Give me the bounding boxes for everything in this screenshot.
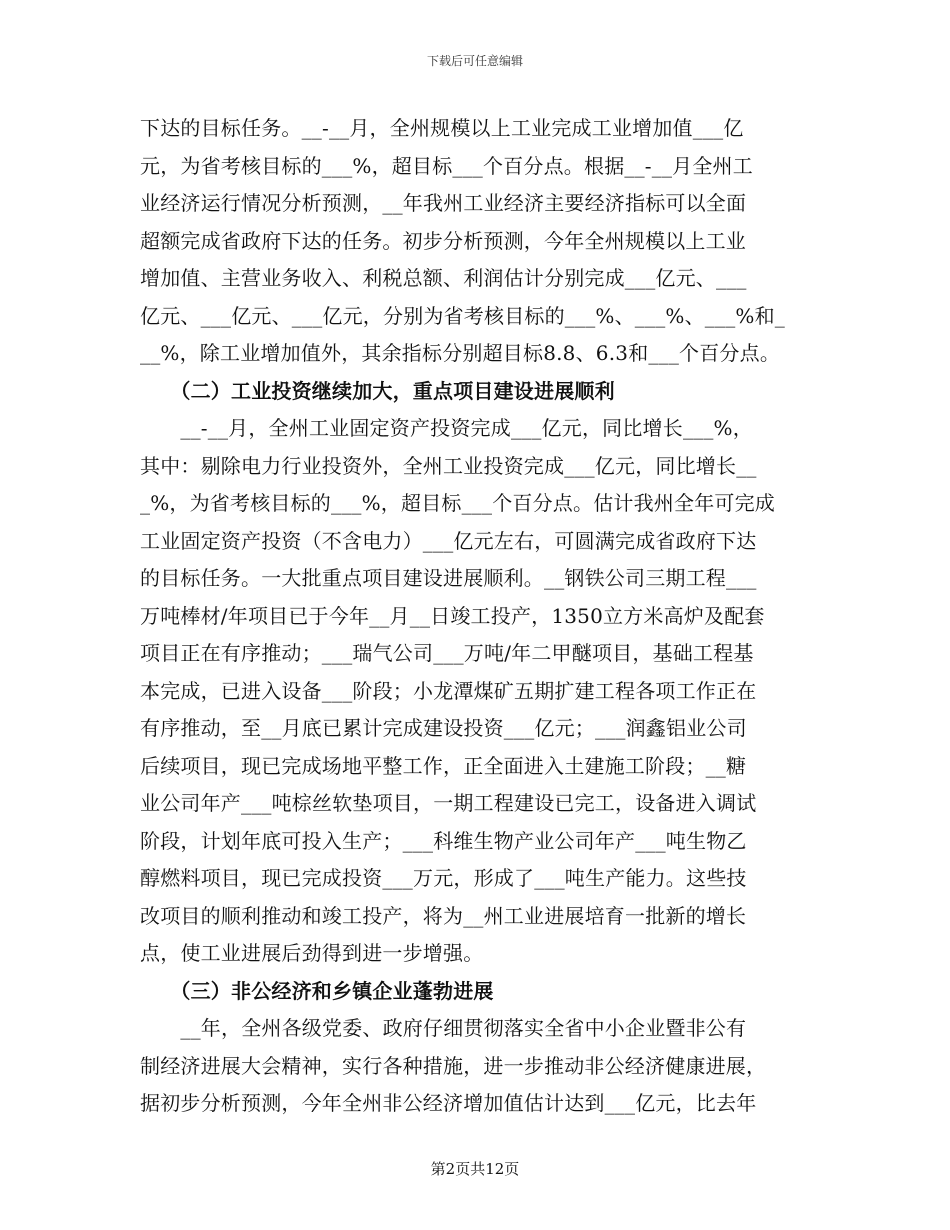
body-text-line: 据初步分析预测，今年全州非公经济增加值估计达到___亿元，比去年 bbox=[140, 1091, 757, 1115]
body-text-line: __-__月，全州工业固定资产投资完成___亿元，同比增长___%， bbox=[140, 416, 753, 440]
body-text-line: __%，除工业增加值外，其余指标分别超目标8.8、6.3和___个百分点。 bbox=[140, 341, 781, 365]
body-text-line: 业经济运行情况分析预测，__年我州工业经济主要经济指标可以全面 bbox=[140, 191, 747, 215]
body-text-line: 下达的目标任务。__-__月，全州规模以上工业完成工业增加值___亿 bbox=[140, 116, 744, 140]
body-text-line: 醇燃料项目，现已完成投资___万元，形成了___吨生产能力。这些技 bbox=[140, 866, 747, 890]
body-text-line: 业公司年产___吨棕丝软垫项目，一期工程建设已完工，设备进入调试 bbox=[140, 791, 757, 815]
document-body bbox=[140, 110, 814, 1123]
body-text-line: 项目正在有序推动；___瑞气公司___万吨/年二甲醚项目，基础工程基 bbox=[140, 641, 754, 665]
body-text-line: 点，使工业进展后劲得到进一步增强。 bbox=[140, 941, 484, 965]
body-text-line: 本完成，已进入设备___阶段；小龙潭煤矿五期扩建工程各项工作正在 bbox=[140, 678, 757, 703]
body-text-line: 有序推动，至__月底已累计完成建设投资___亿元；___润鑫铝业公司 bbox=[140, 716, 747, 740]
body-text-line: 万吨棒材/年项目已于今年__月__日竣工投产，1350立方米高炉及配套 bbox=[140, 603, 765, 628]
body-text-line: 增加值、主营业务收入、利税总额、利润估计分别完成___亿元、___ bbox=[140, 266, 747, 290]
body-text-line: _%，为省考核目标的___%，超目标___个百分点。估计我州全年可完成 bbox=[140, 491, 776, 515]
body-text-line: 亿元、___亿元、___亿元，分别为省考核目标的___%、___%、___%和_ bbox=[140, 303, 786, 328]
page-footer: 第2页共12页 bbox=[430, 1160, 520, 1178]
body-text-line: 后续项目，现已完成场地平整工作，正全面进入土建施工阶段；__糖 bbox=[140, 753, 747, 778]
body-text-line: 阶段，计划年底可投入生产；___科维生物产业公司年产___吨生物乙 bbox=[140, 828, 747, 853]
body-text-line: 的目标任务。一大批重点项目建设进展顺利。__钢铁公司三期工程___ bbox=[140, 566, 757, 590]
page-header: 下载后可任意编辑 bbox=[426, 54, 523, 68]
body-text-line: 超额完成省政府下达的任务。初步分析预测，今年全州规模以上工业 bbox=[140, 228, 746, 253]
body-text-line: 改项目的顺利推动和竣工投产，将为__州工业进展培育一批新的增长 bbox=[140, 903, 747, 928]
body-text-line: __年，全州各级党委、政府仔细贯彻落实全省中小企业暨非公有 bbox=[140, 1016, 747, 1040]
body-text-line: 工业固定资产投资（不含电力）___亿元左右，可圆满完成省政府下达 bbox=[140, 528, 757, 553]
section-heading: （三）非公经济和乡镇企业蓬勃进展 bbox=[140, 978, 494, 1003]
body-text-line: 制经济进展大会精神，实行各种措施，进一步推动非公经济健康进展， bbox=[140, 1053, 767, 1078]
body-text-line: 元，为省考核目标的___%，超目标___个百分点。根据__-__月全州工 bbox=[140, 153, 753, 178]
body-text-line: 其中：剔除电力行业投资外，全州工业投资完成___亿元，同比增长__ bbox=[140, 453, 757, 478]
section-heading: （二）工业投资继续加大，重点项目建设进展顺利 bbox=[140, 378, 615, 403]
